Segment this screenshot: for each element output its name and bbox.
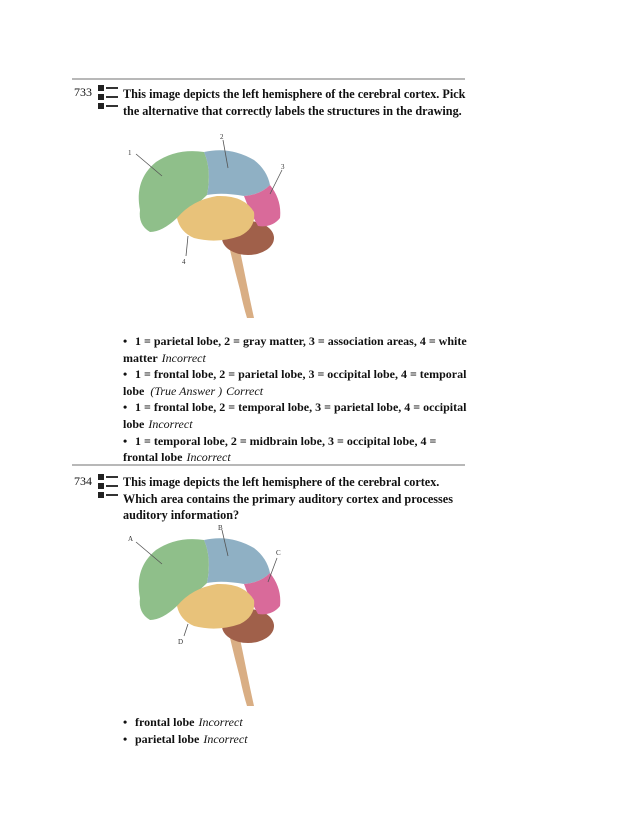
answer-options <box>123 714 468 747</box>
question-number: 733 <box>74 85 92 99</box>
bullet-icon: • <box>123 731 128 746</box>
diagram-label: 1 <box>128 149 132 157</box>
answer-option[interactable]: • 1 = temporal lobe, 2 = midbrain lobe, 3 = occipital lobe, 4 = frontal lobe Incorrect <box>123 433 437 465</box>
brain-diagram <box>122 524 292 706</box>
bullet-icon: • <box>123 400 128 415</box>
bullet-icon: • <box>123 334 128 348</box>
answer-option[interactable]: • 1 = parietal lobe, 2 = gray matter, 3 = association areas, 4 = white matter Incorrect <box>123 334 467 365</box>
diagram-label: 2 <box>220 133 224 141</box>
list-options-icon[interactable] <box>97 473 119 500</box>
answer-status: Incorrect <box>198 715 243 729</box>
question-number: 734 <box>74 474 92 488</box>
answer-status: Incorrect <box>203 731 248 746</box>
question-prompt: This image depicts the left hemisphere of the cerebral cortex. Pick the alternative that correctly labels the structures in the drawing. <box>123 87 466 118</box>
diagram-label: 4 <box>182 258 186 266</box>
answer-option[interactable]: • frontal lobe Incorrect <box>123 715 243 729</box>
answer-status: Incorrect <box>148 416 193 431</box>
answer-option[interactable]: • 1 = frontal lobe, 2 = parietal lobe, 3 = occipital lobe, 4 = temporal lobe (True Answer ) Correct <box>123 367 467 398</box>
bullet-icon: • <box>123 433 128 448</box>
answer-option[interactable]: • 1 = frontal lobe, 2 = temporal lobe, 3 = parietal lobe, 4 = occipital lobe Incorrect <box>123 400 467 431</box>
parietal-lobe <box>204 538 270 584</box>
diagram-label: B <box>218 524 223 532</box>
answer-status: Incorrect <box>186 450 231 465</box>
answer-status: Incorrect <box>161 350 206 365</box>
question-prompt: This image depicts the left hemisphere of the cerebral cortex. Which area contains the primary auditory cortex and processes auditory information? <box>123 475 453 523</box>
bullet-icon: • <box>123 715 128 729</box>
answer-status: Correct <box>226 383 264 398</box>
bullet-icon: • <box>123 367 128 382</box>
answer-options <box>123 333 468 466</box>
true-answer-note: (True Answer ) <box>150 383 223 398</box>
diagram-label: D <box>178 638 184 646</box>
answer-option[interactable]: • parietal lobe Incorrect <box>123 731 248 746</box>
separator-rule <box>72 78 465 80</box>
separator-rule <box>72 464 465 466</box>
parietal-lobe <box>204 150 270 196</box>
diagram-label: A <box>128 535 134 543</box>
diagram-label: C <box>276 549 281 557</box>
list-options-icon[interactable] <box>97 84 119 111</box>
diagram-label: 3 <box>281 163 285 171</box>
brain-diagram <box>122 133 292 318</box>
